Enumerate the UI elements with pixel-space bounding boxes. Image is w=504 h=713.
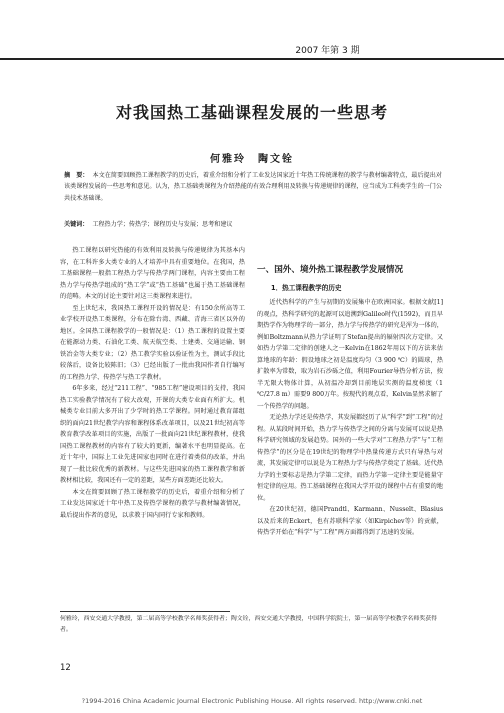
body-paragraph: 在20世纪初，德国Prandtl、Karmann、Nusselt、Blasius以及后来的Eckert，也有苏联科学家（如Kirpichev等）的贡献，传热学开始在“科学”与“工程”两方面都得到了迅速的发展。	[257, 506, 443, 536]
right-column	[257, 264, 443, 609]
subsection-heading: 1．热工课程教学的历史	[271, 284, 342, 292]
body-paragraph: 至上世纪末，我国热工课程开设的情况是：有150余所高等工业学校开设热工类课程，分布在除台湾、西藏、青海三省区以外的地区。全国热工课程教学的一般情况是：（1）热工课程的设置主要在能源动力类、石油化工类、航天航空类、土建类、交通运输、钢铁冶金等大类专业；（2）热工教学实验以验证性为主，测试手段比较落后，设备比较陈旧；（3）已经出版了一批由我国作者自行编写的工程热力学、传热学与热工学教材。	[60, 304, 245, 381]
left-column	[60, 245, 245, 645]
body-paragraph: 无论热力学还是传热学，其发展都经历了从“科学”到“工程”的过程。从某段时间开始，热力学与传热学之间的分离与发展可以说是热科学研究领域的发展趋势。国外的一些大学对“工程热力学”与“工程传热学”的区分是在19世纪的物理学中热量传递方式只有导热与对流，其发展定律可以说是为工程热力学与传热学奠定了基础。近代热力学的主要标志是热力学第二定律，而热力学第一定律主要是能量守恒定律的应用。热工基础课程在我国大学开设的课程中占有重要的地位。	[257, 414, 443, 502]
article-authors: 何雅玲 陶文铨	[210, 154, 294, 165]
author-footnote: 何雅玲，西安交通大学教授，第二届高等学校教学名师奖获得者；陶文铨，西安交通大学教授，中国科学院院士，第一届高等学校教学名师奖获得者。	[60, 616, 437, 633]
article-title: 对我国热工基础课程发展的一些思考	[115, 103, 388, 122]
section-heading: 一、国外、境外热工课程教学发展情况	[257, 265, 404, 275]
body-paragraph: 6年多来，经过“211工程”、“985工程”建设项目的支持，我国热工实验教学情况有了较大改观，开课的大类专业面有所扩大。机械类专业目前大多开出了少学时的热工学课程。同时通过教育部组织的面向21世纪教学内容和课程体系改革项目，以及21世纪初高等教育教学改革项目的实施，出版了一批面向21世纪课程教材，使我国热工课程教材的内容有了较大的更新，编著水平也明显提高。在近十年中，国际上工业先进国家也同时在进行着类似的改革，并出现了一批比较优秀的新教材。与这些先进国家的热工课程教学和新教材相比较，我国还有一定的差距，某些方面差距还比较大。	[60, 385, 245, 484]
header-rule	[0, 58, 504, 60]
body-paragraph: 近代热科学的产生与初期的发展集中在欧洲国家。根据文献[1]的观点，热科学研究的起源可以追溯到Galileo时代(1592)，而且早期热学作为物理学的一部分，热力学与传热学的研究是浑为一体的，例如Boltzmann从热力学证明了Stefan提出的辐射四次方定律。又如热力学第二定律的创建人之一Kelvin在1862年用以下的方法来估算地球的年龄：假设地球之初是温度均匀（3 900 ℃）的圆球，热扩散率为常数，取为岩石沙砾之值，利用Fourier导热分析方法，按半无限大物体计算，从初温冷却到目前地层实测的温度梯度（1 ℃/27.8 m）需要9 800万年。按现代的观点看，Kelvin显然求解了一个传热学的问题。	[257, 299, 443, 410]
body-paragraph: 本文在简要回顾了热工课程教学的历史后，着重介绍和分析了工业发达国家近十年中热工及传热学课程的教学与教材编著情况，最后提出作者的意见，以求教于国内同行专家和教师。	[60, 488, 245, 519]
keywords-text: 工程热力学；传热学；课程历史与发展；思考和建议	[92, 221, 233, 228]
copyright-footer: ?1994-2016 China Academic Journal Electronic Publishing House. All rights reserved. http://www.cnki.net	[81, 697, 423, 705]
issue-label: 2007 年第 3 期	[295, 46, 360, 56]
abstract-text: 本文在简要回顾热工课程教学的历史后，着重介绍和分析了工业发达国家近十年热工传统课程的教学与教材编著特点，最后提出对该类课程发展的一些思考和意见。认为，热工基础类课程为介绍热能的有效合理利用及转换与传递规律的课程，应当成为工科类学生的一门公共技术基础课。	[64, 172, 443, 202]
keywords-label: 关键词：	[64, 221, 89, 228]
abstract-label: 摘 要：	[64, 172, 89, 179]
page-number: 12	[60, 663, 71, 673]
body-paragraph: 热工课程以研究热能的有效利用及转换与传递规律为其基本内容，在工科许多大类专业的人才培养中具有重要地位。在我国，热工基础课程一般指工程热力学与传热学两门课程，内容主要由工程热力学与传热学组成的“热工学”或“热工基础”也属于热工基础课程的范畴。本文的讨论主要针对这三类课程来进行。	[60, 247, 245, 300]
abstract	[64, 170, 442, 204]
footnote-rule	[60, 611, 230, 612]
keywords	[64, 219, 442, 230]
